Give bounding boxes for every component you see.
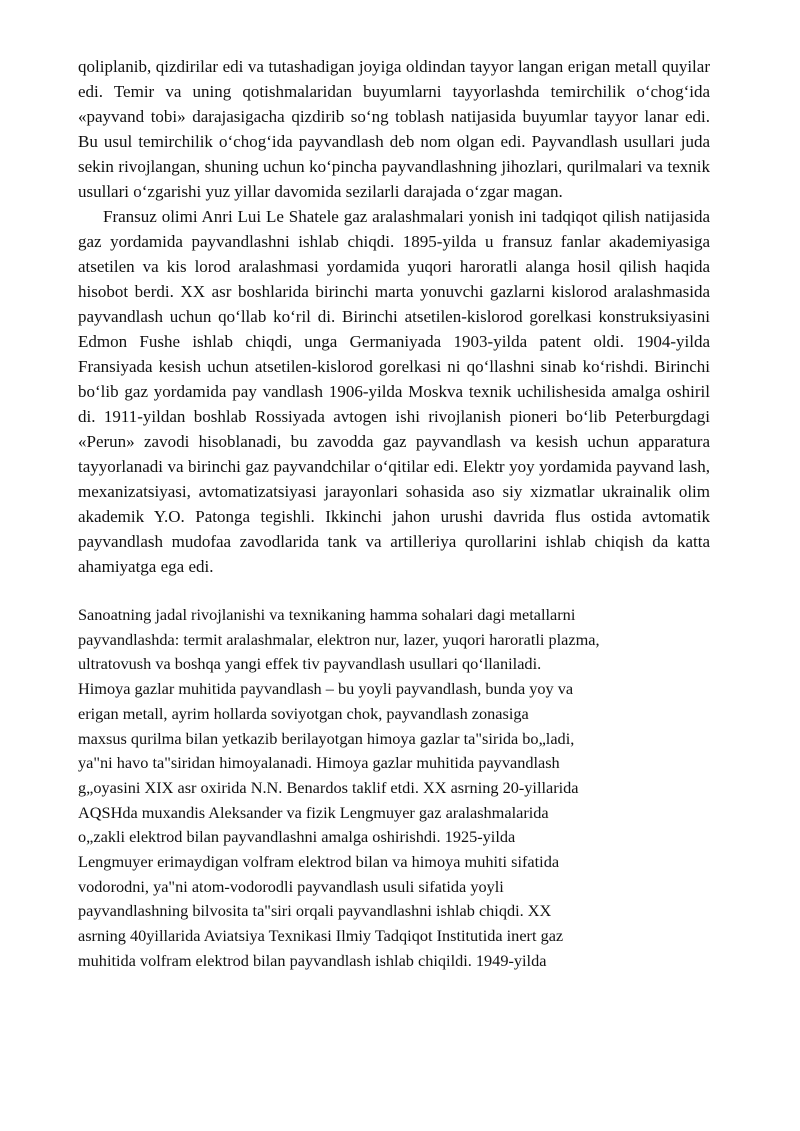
paragraph-3-line: o„zakli elektrod bilan payvandlashni amalga oshirishdi. 1925-yilda — [78, 827, 516, 847]
paragraph-3-line: payvandlashning bilvosita ta"siri orqali payvandlashni ishlab chiqdi. XX — [78, 901, 552, 921]
paragraph-3-line: g„oyasini XIX asr oxirida N.N. Benardos taklif etdi. XX asrning 20-yillarida — [78, 777, 579, 797]
paragraph-3-line: Lengmuyer erimaydigan volfram elektrod bilan va himoya muhiti sifatida — [78, 852, 560, 872]
paragraph-3-line: erigan metall, ayrim hollarda soviyotgan chok, payvandlash zonasiga — [78, 703, 529, 723]
paragraph-3-line: ultratovush va boshqa yangi effek tiv payvandlash usullari qo‘llaniladi. — [78, 654, 542, 674]
paragraph-3-line: Himoya gazlar muhitida payvandlash – bu yoyli payvandlash, bunda yoy va — [78, 679, 574, 699]
paragraph-3-line: Sanoatning jadal rivojlanishi va texnikaning hamma sohalari dagi metallarni — [78, 605, 576, 624]
paragraph-3-line: muhitida volfram elektrod bilan payvandlash ishlab chiqildi. 1949-yilda — [78, 950, 547, 970]
paragraph-3-line: asrning 40yillarida Aviatsiya Texnikasi Ilmiy Tadqiqot Institutida inert gaz — [78, 926, 564, 946]
paragraph-1: qoliplanib, qizdirilar edi va tutashadigan joyiga oldindan tayyor langan erigan metall quyilar edi. Temir va uning qotishmalaridan buyumlarni tayyorlashda temirchilik o‘chog‘ida «payvand tobi» darajasigacha qizdirib so‘ng toblash natijasida buyumlar tayyor lanar edi. Bu usul temirchilik o‘chog‘ida payvandlash deb nom olgan edi. Payvandlash usullari juda sekin rivojlangan, shuning uchun ko‘pincha payvandlashning jihozlari, qurilmalari va texnik usullari o‘zgarishi yuz yillar davomida sezilarli darajada o‘zgar magan. — [78, 57, 710, 201]
paragraph-3-line: ya"ni havo ta"siridan himoyalanadi. Himoya gazlar muhitida payvandlash — [78, 753, 560, 773]
paragraph-3-line: payvandlashda: termit aralashmalar, elektron nur, lazer, yuqori haroratli plazma, — [78, 629, 600, 649]
paragraph-3 — [78, 603, 710, 974]
paragraph-2: Fransuz olimi Anri Lui Le Shatele gaz aralashmalari yonish ini tadqiqot qilish natijasida gaz yordamida payvandlashni ishlab chiqdi. 1895-yilda u fransuz fanlar akademiyasiga atsetilen va kis lorod aralashmasi yordamida yuqori haroratli alanga hosil qilish haqida hisobot berdi. XX asr boshlarida birinchi marta yonuvchi gazlarni kislorod aralashmasida payvandlash uchun qo‘llab ko‘ril di. Birinchi atsetilen-kislorod gorelkasi konstruksiyasini Edmon Fushe ishlab chiqdi, unga Germaniyada 1903-yilda patent oldi. 1904-yilda Fransiyada kesish uchun atsetilen-kislorod gorelkasi ni qo‘llashni sinab ko‘rishdi. Birinchi bo‘lib gaz yordamida pay vandlash 1906-yilda Moskva texnik uchilishesida amalga oshiril di. 1911-yildan boshlab Rossiyada avtogen ishi rivojlanish pioneri bo‘lib Peterburgdagi «Perun» zavodi hisoblanadi, bu zavodda gaz payvandlash va kesish uchun apparatura tayyorlanadi va birinchi gaz payvandchilar o‘qitilar edi. Elektr yoy yordamida payvand lash, mexanizatsiyasi, avtomatizatsiyasi jarayonlari sohasida aso siy xizmatlar ukrainalik olim akademik Y.O. Patonga tegishli. Ikkinchi jahon urushi davrida flus ostida avtomatik payvandlash mudofaa zavodlarida tank va artilleriya qurollarini ishlab chiqish da katta ahamiyatga ega edi. — [78, 207, 710, 576]
paragraph-3-line: AQSHda muxandis Aleksander va fizik Lengmuyer gaz aralashmalarida — [78, 802, 549, 822]
paragraph-3-line: vodorodni, ya"ni atom-vodorodli payvandlash usuli sifatida yoyli — [78, 876, 504, 896]
paragraph-3-line: maxsus qurilma bilan yetkazib berilayotgan himoya gazlar ta"sirida bo„ladi, — [78, 728, 575, 748]
document-page — [78, 54, 710, 974]
